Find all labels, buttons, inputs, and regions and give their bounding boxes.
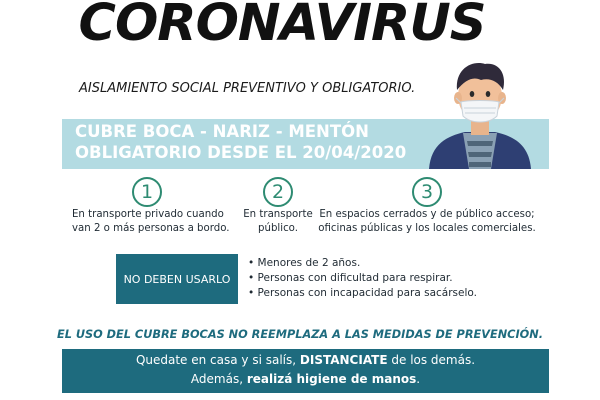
banner-line-1: CUBRE BOCA - NARIZ - MENTÓN — [75, 122, 369, 141]
footer-line-1-b: DISTANCIATE — [299, 353, 388, 367]
banner-line-2-prefix: OBLIGATORIO DESDE EL — [75, 143, 303, 162]
banner-line-2 — [75, 143, 406, 162]
step-2-line-2: público. — [258, 223, 298, 234]
footer-line-1-c: de los demás. — [387, 353, 476, 367]
footer-line-2-a: Además, — [190, 372, 247, 386]
step-1-line-2: van 2 o más personas a bordo. — [72, 223, 230, 234]
step-1-number: 1 — [132, 177, 162, 207]
footer-line-2-c: . — [416, 372, 421, 386]
exception-item: • Personas con dificultad para respirar. — [248, 271, 477, 286]
poster-subtitle: AISLAMIENTO SOCIAL PREVENTIVO Y OBLIGATORIO. — [79, 81, 416, 96]
footer-line-2 — [62, 372, 549, 386]
no-deben-usarlo-label: NO DEBEN USARLO — [116, 254, 238, 304]
step-3-text — [318, 208, 536, 236]
poster-title: CORONAVIRUS — [78, 0, 486, 53]
step-1-line-1: En transporte privado cuando — [72, 209, 224, 220]
step-2-text — [238, 208, 318, 236]
exception-item: • Personas con incapacidad para sacárselo. — [248, 286, 477, 301]
masked-person-icon — [425, 56, 535, 169]
footer-line-1 — [62, 353, 549, 367]
step-3-number: 3 — [412, 177, 442, 207]
banner-date: 20/04/2020 — [302, 143, 407, 162]
footer-line-2-b: realizá higiene de manos — [246, 372, 417, 386]
step-3-line-1: En espacios cerrados y de público acceso; — [319, 209, 535, 220]
step-1-text — [72, 208, 230, 236]
exceptions-list — [248, 256, 477, 301]
prevention-warning: EL USO DEL CUBRE BOCAS NO REEMPLAZA A LAS MEDIDAS DE PREVENCIÓN. — [56, 328, 543, 341]
footer-line-1-a: Quedate en casa y si salís, — [135, 353, 300, 367]
exception-item: • Menores de 2 años. — [248, 256, 477, 271]
step-3-line-2: oficinas públicas y los locales comerciales. — [318, 223, 536, 234]
step-2-number: 2 — [263, 177, 293, 207]
step-2-line-1: En transporte — [243, 209, 313, 220]
